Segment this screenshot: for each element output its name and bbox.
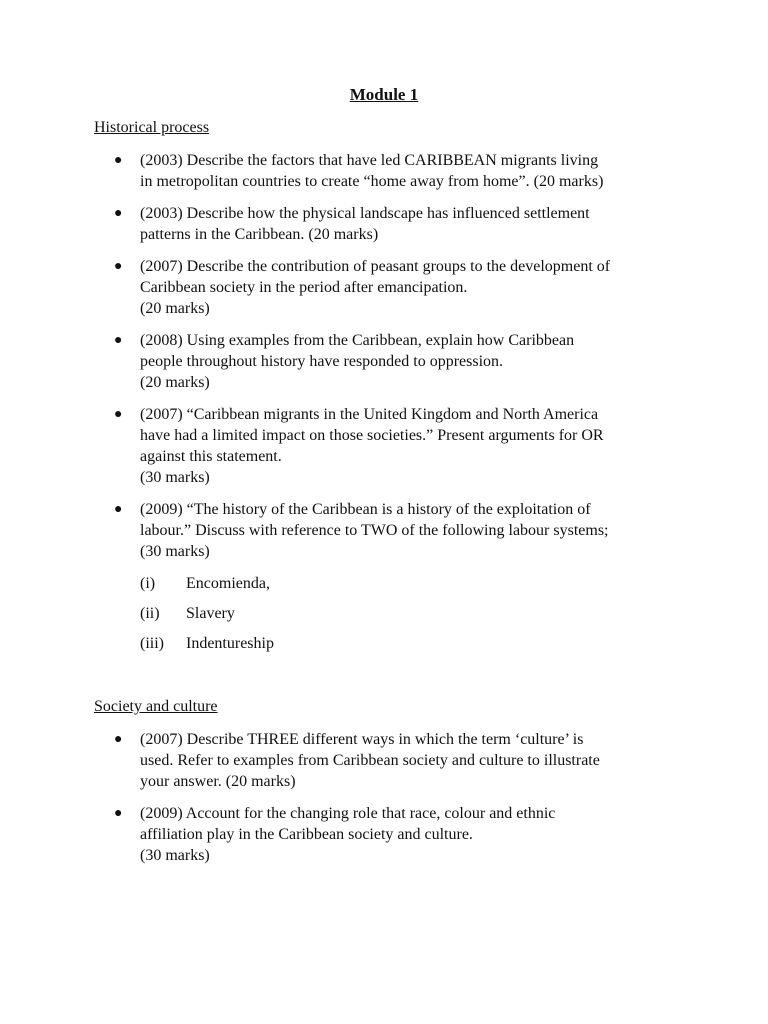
item-line: (30 marks)	[140, 847, 210, 864]
item-line: (2009) Account for the changing role that race, colour and ethnic	[140, 805, 556, 822]
labour-systems-list	[140, 573, 540, 663]
list-item	[114, 150, 680, 192]
item-line: (2008) Using examples from the Caribbean, explain how Caribbean	[140, 332, 575, 349]
item-line: (30 marks)	[140, 543, 210, 560]
sub-item-number: (iii)	[140, 635, 164, 652]
item-line: (2003) Describe how the physical landscape has influenced settlement	[140, 205, 590, 222]
module-title: Module 1	[349, 85, 419, 104]
bullet-icon: ●	[114, 732, 123, 747]
sub-item-number: (i)	[140, 575, 156, 592]
item-line: used. Refer to examples from Caribbean society and culture to illustrate	[140, 752, 600, 769]
sub-item-text: Slavery	[186, 605, 235, 622]
section-heading-historical-process: Historical process	[94, 119, 210, 136]
item-line: patterns in the Caribbean. (20 marks)	[140, 226, 379, 243]
item-line: (2009) “The history of the Caribbean is a history of the exploitation of	[140, 501, 591, 518]
item-line: (20 marks)	[140, 300, 210, 317]
bullet-icon: ●	[114, 153, 123, 168]
bullet-icon: ●	[114, 206, 123, 221]
item-line: your answer. (20 marks)	[140, 773, 296, 790]
item-line: (2007) “Caribbean migrants in the United Kingdom and North America	[140, 406, 599, 423]
sub-list-item	[140, 633, 540, 663]
item-line: (20 marks)	[140, 374, 210, 391]
sub-list-item	[140, 603, 540, 633]
sub-item-text: Indentureship	[186, 635, 274, 652]
item-line: Caribbean society in the period after emancipation.	[140, 279, 468, 296]
item-line: have had a limited impact on those societies.” Present arguments for OR	[140, 427, 604, 444]
bullet-icon: ●	[114, 806, 123, 821]
section-heading-society-and-culture: Society and culture	[94, 698, 218, 715]
item-line: (2007) Describe the contribution of peasant groups to the development of	[140, 258, 611, 275]
historical-process-list	[0, 150, 768, 568]
bullet-icon: ●	[114, 333, 123, 348]
sub-item-text: Encomienda,	[186, 575, 270, 592]
item-line: (2003) Describe the factors that have led CARIBBEAN migrants living	[140, 152, 599, 169]
bullet-icon: ●	[114, 502, 123, 517]
list-item	[114, 203, 680, 245]
item-line: labour.” Discuss with reference to TWO of the following labour systems;	[140, 522, 609, 539]
item-line: in metropolitan countries to create “home away from home”. (20 marks)	[140, 173, 604, 190]
list-item	[114, 256, 680, 319]
sub-item-number: (ii)	[140, 605, 160, 622]
sub-list-item	[140, 573, 540, 603]
bullet-icon: ●	[114, 259, 123, 274]
item-line: (30 marks)	[140, 469, 210, 486]
bullet-icon: ●	[114, 407, 123, 422]
list-item	[114, 404, 680, 488]
list-item	[114, 803, 680, 866]
list-item	[114, 330, 680, 393]
item-line: affiliation play in the Caribbean society and culture.	[140, 826, 473, 843]
society-culture-list	[0, 729, 768, 866]
item-line: people throughout history have responded to oppression.	[140, 353, 504, 370]
item-line: (2007) Describe THREE different ways in which the term ‘culture’ is	[140, 731, 584, 748]
item-line: against this statement.	[140, 448, 282, 465]
list-item	[114, 729, 680, 792]
list-item	[114, 499, 680, 562]
